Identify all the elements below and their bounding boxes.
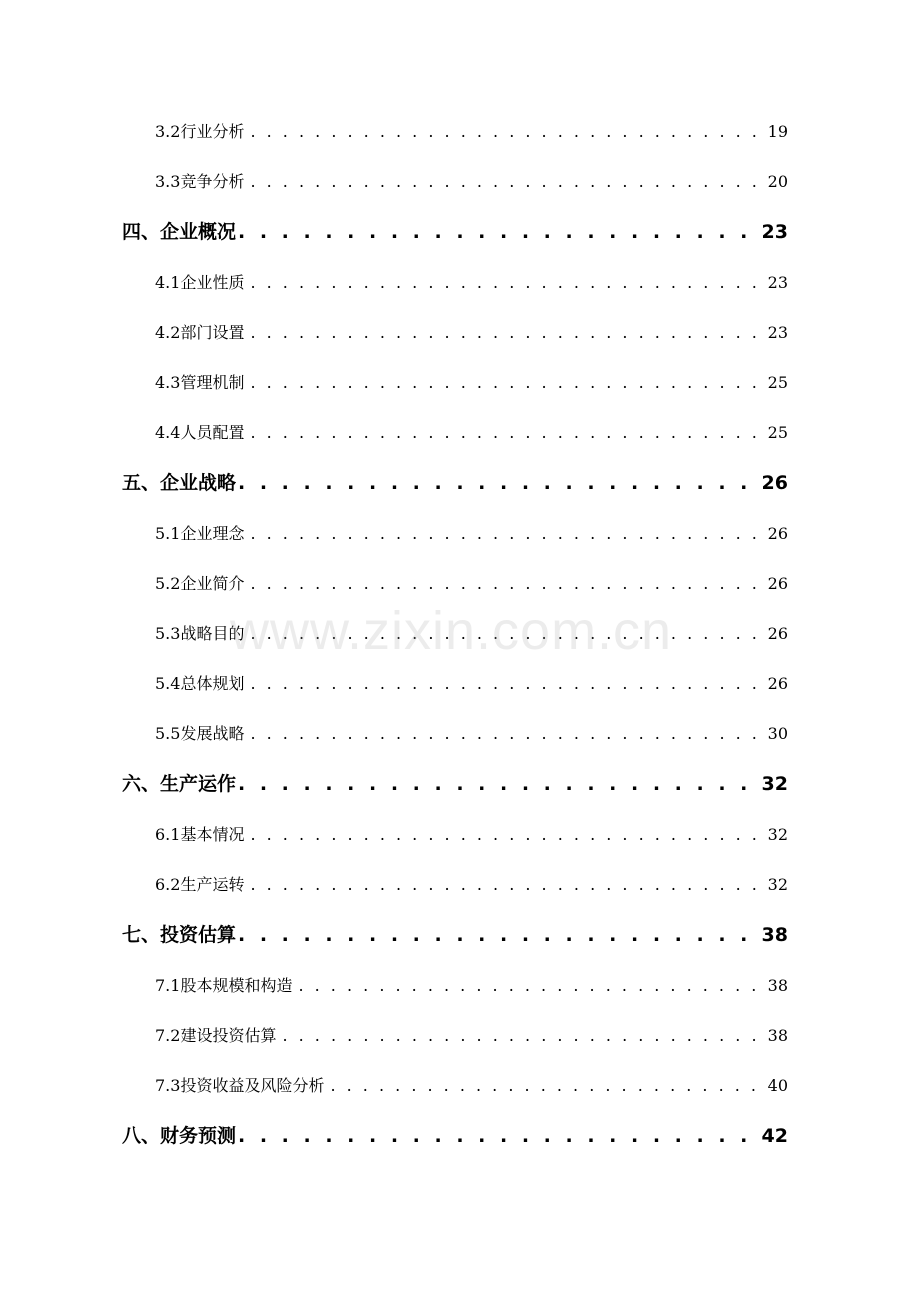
toc-entry-label: 3.3竞争分析 bbox=[155, 172, 245, 191]
toc-dot-leader bbox=[250, 524, 763, 543]
toc-chapter-6[interactable] bbox=[122, 769, 788, 797]
toc-page-number: 40 bbox=[767, 1076, 788, 1095]
toc-entry-label: 6.2生产运转 bbox=[155, 875, 245, 894]
toc-entry-label: 5.1企业理念 bbox=[155, 524, 245, 543]
toc-page-number: 38 bbox=[767, 1026, 788, 1045]
toc-chapter-4[interactable] bbox=[122, 217, 788, 245]
toc-entry-5-5[interactable] bbox=[155, 721, 788, 745]
toc-dot-leader bbox=[282, 1026, 763, 1045]
toc-dot-leader bbox=[238, 773, 758, 795]
toc-chapter-label: 四、企业概况 bbox=[122, 221, 237, 243]
toc-dot-leader bbox=[238, 1125, 758, 1147]
toc-entry-5-2[interactable] bbox=[155, 571, 788, 595]
toc-page-number: 32 bbox=[767, 825, 788, 844]
watermark: www.zixin.com.cn bbox=[230, 601, 673, 661]
toc-page-number: 42 bbox=[761, 1125, 788, 1147]
toc-entry-4-4[interactable] bbox=[155, 420, 788, 444]
toc-page-number: 26 bbox=[767, 524, 788, 543]
toc-dot-leader bbox=[250, 624, 763, 643]
toc-entry-3-2[interactable] bbox=[155, 119, 788, 143]
toc-dot-leader bbox=[250, 825, 763, 844]
toc-dot-leader bbox=[250, 875, 763, 894]
toc-page-number: 23 bbox=[767, 323, 788, 342]
toc-page-number: 25 bbox=[767, 373, 788, 392]
toc-entry-5-4[interactable] bbox=[155, 671, 788, 695]
toc-chapter-7[interactable] bbox=[122, 920, 788, 948]
toc-page-number: 26 bbox=[767, 674, 788, 693]
toc-entry-label: 5.4总体规划 bbox=[155, 674, 245, 693]
toc-chapter-label: 五、企业战略 bbox=[122, 472, 237, 494]
toc-page-number: 32 bbox=[767, 875, 788, 894]
toc-dot-leader bbox=[250, 724, 763, 743]
toc-page-number: 23 bbox=[767, 273, 788, 292]
toc-entry-5-1[interactable] bbox=[155, 521, 788, 545]
toc-page-number: 38 bbox=[767, 976, 788, 995]
toc-chapter-label: 七、投资估算 bbox=[122, 924, 237, 946]
toc-dot-leader bbox=[330, 1076, 763, 1095]
toc-entry-7-1[interactable] bbox=[155, 973, 788, 997]
toc-chapter-label: 六、生产运作 bbox=[122, 773, 237, 795]
toc-entry-label: 4.1企业性质 bbox=[155, 273, 245, 292]
toc-entry-7-2[interactable] bbox=[155, 1023, 788, 1047]
toc-dot-leader bbox=[250, 122, 763, 141]
toc-page-number: 23 bbox=[761, 221, 788, 243]
toc-entry-7-3[interactable] bbox=[155, 1073, 788, 1097]
toc-entry-4-3[interactable] bbox=[155, 370, 788, 394]
toc-dot-leader bbox=[250, 273, 763, 292]
toc-entry-label: 4.2部门设置 bbox=[155, 323, 245, 342]
toc-entry-4-1[interactable] bbox=[155, 270, 788, 294]
toc-entry-label: 7.1股本规模和构造 bbox=[155, 976, 293, 995]
toc-page-number: 25 bbox=[767, 423, 788, 442]
toc-page-number: 26 bbox=[761, 472, 788, 494]
toc-entry-3-3[interactable] bbox=[155, 169, 788, 193]
toc-entry-label: 7.2建设投资估算 bbox=[155, 1026, 277, 1045]
toc-page-number: 38 bbox=[761, 924, 788, 946]
toc-dot-leader bbox=[250, 323, 763, 342]
toc-entry-label: 7.3投资收益及风险分析 bbox=[155, 1076, 325, 1095]
toc-entry-label: 3.2行业分析 bbox=[155, 122, 245, 141]
toc-chapter-label: 八、财务预测 bbox=[122, 1125, 237, 1147]
toc-page-number: 20 bbox=[767, 172, 788, 191]
toc-page-number: 26 bbox=[767, 574, 788, 593]
toc-dot-leader bbox=[250, 574, 763, 593]
toc-page-number: 19 bbox=[767, 122, 788, 141]
toc-entry-label: 4.3管理机制 bbox=[155, 373, 245, 392]
toc-chapter-5[interactable] bbox=[122, 468, 788, 496]
toc-dot-leader bbox=[250, 373, 763, 392]
toc-dot-leader bbox=[238, 472, 758, 494]
toc-entry-6-2[interactable] bbox=[155, 872, 788, 896]
toc-entry-label: 6.1基本情况 bbox=[155, 825, 245, 844]
toc-dot-leader bbox=[250, 674, 763, 693]
toc-entry-label: 5.3战略目的 bbox=[155, 624, 245, 643]
toc-page-number: 30 bbox=[767, 724, 788, 743]
toc-dot-leader bbox=[298, 976, 763, 995]
toc-entry-6-1[interactable] bbox=[155, 822, 788, 846]
toc-dot-leader bbox=[250, 423, 763, 442]
toc-entry-label: 4.4人员配置 bbox=[155, 423, 245, 442]
toc-dot-leader bbox=[238, 924, 758, 946]
toc-page-number: 32 bbox=[761, 773, 788, 795]
toc-entry-label: 5.5发展战略 bbox=[155, 724, 245, 743]
toc-dot-leader bbox=[250, 172, 763, 191]
toc-entry-label: 5.2企业简介 bbox=[155, 574, 245, 593]
toc-chapter-8[interactable] bbox=[122, 1121, 788, 1149]
toc-dot-leader bbox=[238, 221, 758, 243]
toc-entry-4-2[interactable] bbox=[155, 320, 788, 344]
toc-entry-5-3[interactable] bbox=[155, 621, 788, 645]
toc-page-number: 26 bbox=[767, 624, 788, 643]
